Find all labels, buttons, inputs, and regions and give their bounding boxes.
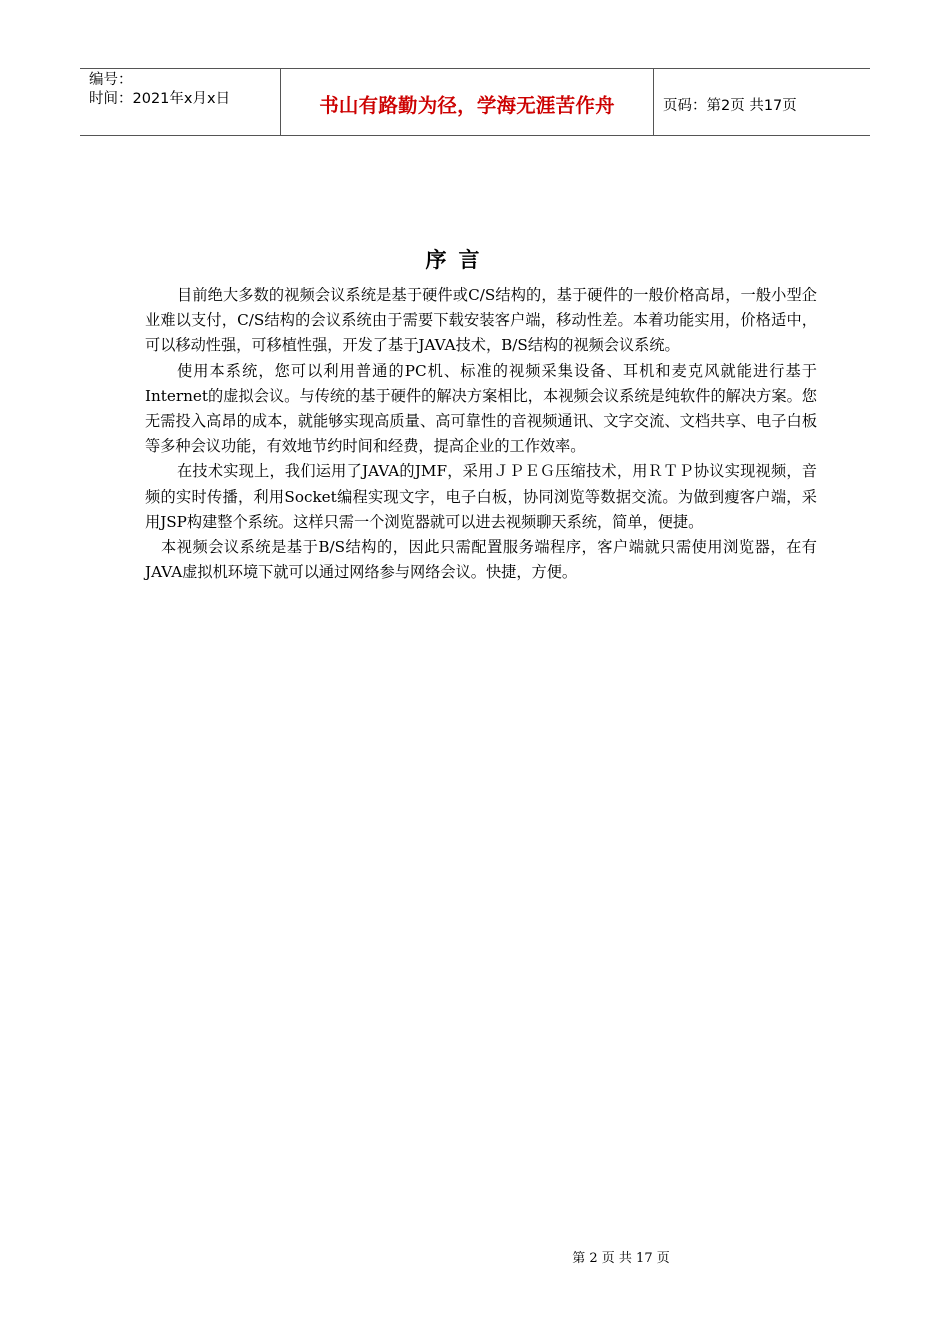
preface-body xyxy=(145,283,817,585)
page-header xyxy=(80,68,870,136)
page-footer: 第 2 页 共 17 页 xyxy=(572,1251,670,1266)
header-meta xyxy=(80,69,281,135)
document-number-label: 编号： xyxy=(89,72,133,88)
header-motto-cell xyxy=(281,69,654,135)
paragraph: 在技术实现上，我们运用了JAVA的JMF，采用ＪＰＥＧ压缩技术，用ＲＴＰ协议实现视频，音频的实时传播，利用Socket编程实现文字，电子白板，协同浏览等数据交流。为做到瘦客户端，采用JSP构建整个系统。这样只需一个浏览器就可以进去视频聊天系统，简单，便捷。 xyxy=(145,462,817,531)
section-title: 序言 xyxy=(425,248,492,272)
header-page-info: 页码：第2页 共17页 xyxy=(663,97,797,114)
header-motto: 书山有路勤为径，学海无涯苦作舟 xyxy=(319,94,615,117)
header-page-info-cell xyxy=(654,69,870,135)
document-date: 时间：2021年x月x日 xyxy=(89,91,231,107)
paragraph: 本视频会议系统是基于B/S结构的，因此只需配置服务端程序，客户端就只需使用浏览器，在有JAVA虚拟机环境下就可以通过网络参与网络会议。快捷，方便。 xyxy=(145,538,817,582)
paragraph: 目前绝大多数的视频会议系统是基于硬件或C/S结构的，基于硬件的一般价格高昂，一般小型企业难以支付，C/S结构的会议系统由于需要下载安装客户端，移动性差。本着功能实用，价格适中，可以移动性强，可移植性强，开发了基于JAVA技术，B/S结构的视频会议系统。 xyxy=(145,286,817,355)
paragraph: 使用本系统，您可以利用普通的PC机、标准的视频采集设备、耳机和麦克风就能进行基于Internet的虚拟会议。与传统的基于硬件的解决方案相比，本视频会议系统是纯软件的解决方案。您无需投入高昂的成本，就能够实现高质量、高可靠性的音视频通讯、文字交流、文档共享、电子白板等多种会议功能，有效地节约时间和经费，提高企业的工作效率。 xyxy=(145,361,817,456)
